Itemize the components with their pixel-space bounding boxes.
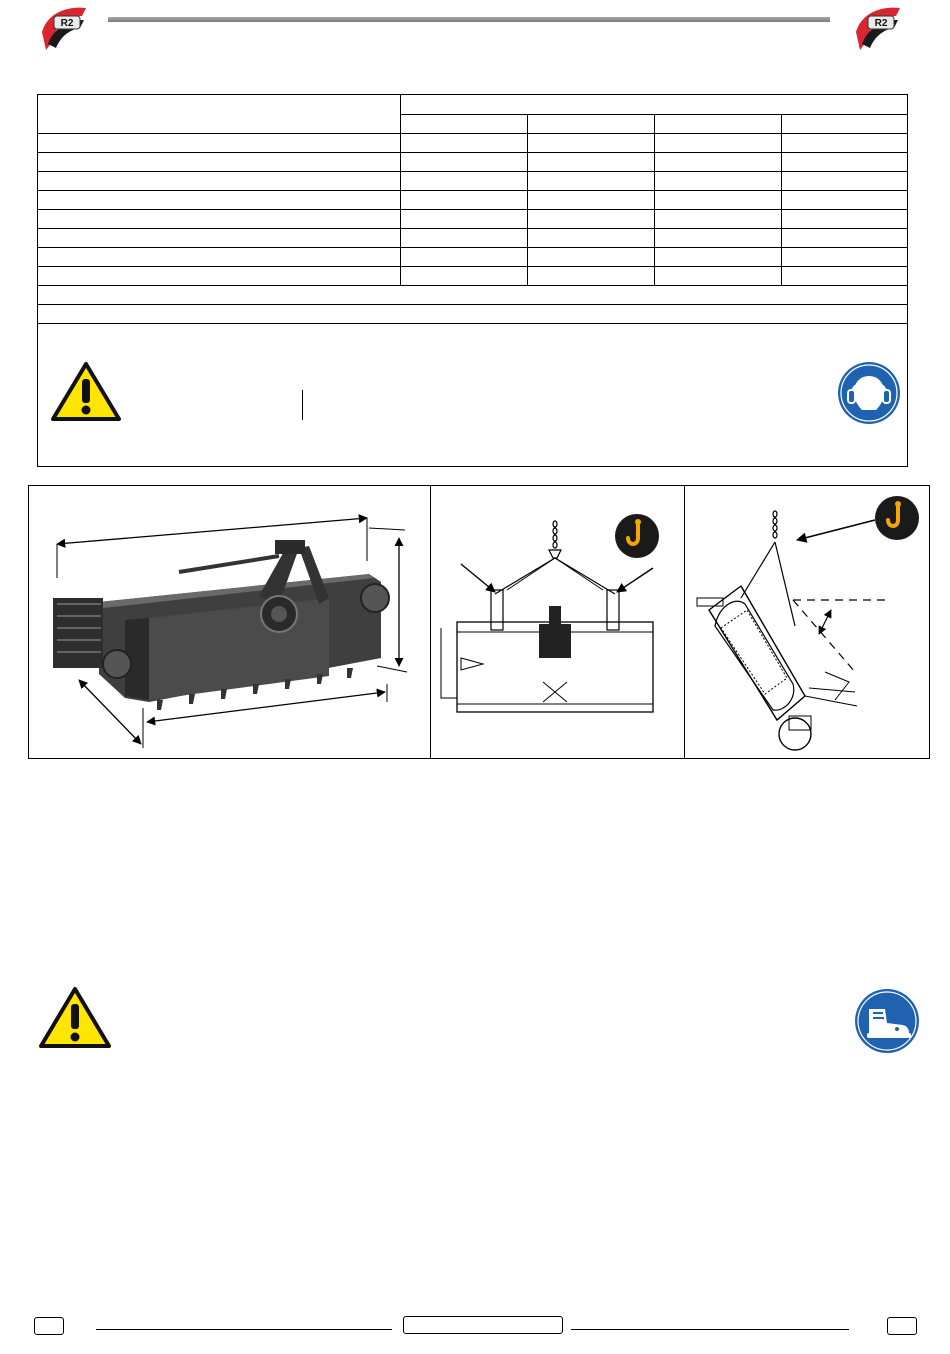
table-row xyxy=(38,267,907,286)
table-header-cell xyxy=(527,115,654,134)
table-row xyxy=(38,172,907,191)
table-header-cell xyxy=(400,115,527,134)
page-number-right xyxy=(887,1317,917,1335)
table-row-full xyxy=(38,305,907,324)
figure-panel xyxy=(28,485,930,759)
table-row xyxy=(38,191,907,210)
table-row xyxy=(38,229,907,248)
page-number-left xyxy=(34,1317,64,1335)
table-row-full xyxy=(38,286,907,305)
warning-triangle-icon xyxy=(38,986,112,1050)
logo-text-right: R2 xyxy=(874,18,888,29)
lifting-side-view-figure xyxy=(685,486,929,758)
table-header-cell xyxy=(781,115,907,134)
lifting-front-view-figure xyxy=(431,486,685,758)
footer-rule-left xyxy=(96,1329,392,1330)
noise-warning-area xyxy=(38,349,907,466)
brand-logo-right xyxy=(852,2,902,54)
text-cursor-line xyxy=(302,390,303,420)
table-header-label xyxy=(38,95,400,134)
table-row xyxy=(38,134,907,153)
footer-rule-right xyxy=(571,1329,849,1330)
table-row xyxy=(38,210,907,229)
brand-logo-left xyxy=(38,2,88,54)
logo-text-left: R2 xyxy=(60,18,74,29)
table-header-models xyxy=(400,95,907,115)
table-row xyxy=(38,153,907,172)
table-row xyxy=(38,248,907,267)
machine-dimensions-figure xyxy=(29,486,430,758)
safety-boots-icon xyxy=(853,987,921,1055)
footer-center-label xyxy=(403,1316,563,1334)
ear-protection-icon xyxy=(836,360,902,426)
header-rule xyxy=(108,17,830,22)
specification-table xyxy=(37,94,908,467)
warning-triangle-icon xyxy=(50,361,122,423)
table-header-cell xyxy=(654,115,781,134)
